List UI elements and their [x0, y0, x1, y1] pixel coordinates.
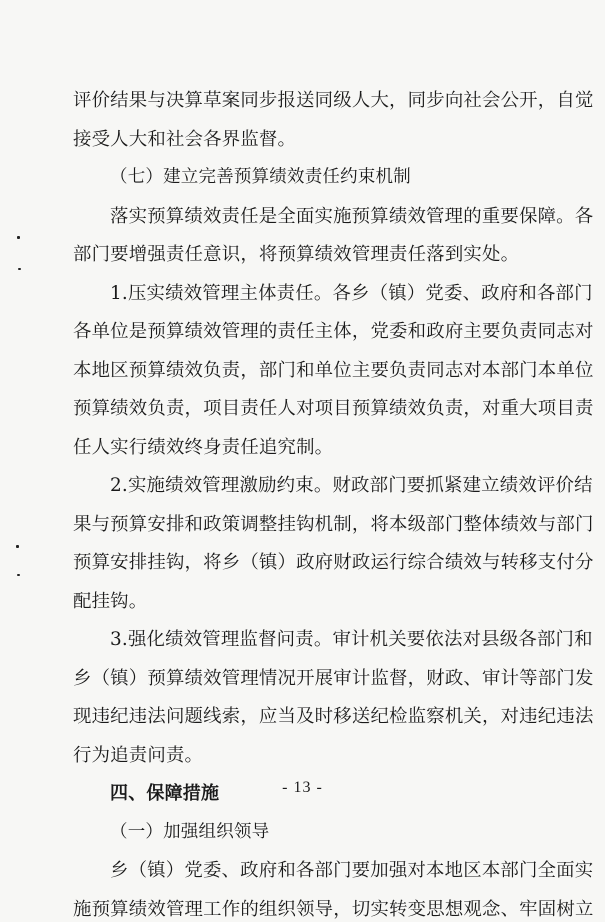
body-text-line: 部门要增强责任意识，将预算绩效管理责任落到实处。 [73, 244, 520, 265]
chapter-heading: 四、保障措施 [110, 783, 220, 804]
paragraph-start: 乡（镇）党委、政府和各部门要加强对本地区本部门全面实 [110, 860, 594, 881]
body-text-line: 行为追责问责。 [73, 744, 204, 766]
paragraph-start: 3.强化绩效管理监督问责。审计机关要依法对县级各部门和 [110, 629, 593, 650]
scan-mark [16, 545, 19, 548]
body-text-line: 接受人大和社会各界监督。 [73, 128, 297, 150]
paragraph-start: 2.实施绩效管理激励约束。财政部门要抓紧建立绩效评价结 [110, 475, 593, 496]
scan-mark [17, 236, 20, 239]
body-text-line: 任人实行绩效终身责任追究制。 [73, 436, 334, 458]
body-text-line: 评价结果与决算草案同步报送同级人大，同步向社会公开，自觉 [73, 90, 594, 111]
body-text-line: 施预算绩效管理工作的组织领导，切实转变思想观念、牢固树立 [73, 898, 594, 920]
body-text-line: 配挂钩。 [73, 590, 148, 612]
paragraph-start: 落实预算绩效责任是全面实施预算绩效管理的重要保障。各 [110, 205, 594, 227]
section-heading: （七）建立完善预算绩效责任约束机制 [110, 167, 411, 187]
page-number: - 13 - [282, 779, 323, 796]
body-text-line: 现违纪违法问题线索，应当及时移送纪检监察机关，对违纪违法 [73, 706, 594, 727]
paragraph-start: 1.压实绩效管理主体责任。各乡（镇）党委、政府和各部门 [110, 282, 593, 304]
body-text-line: 预算绩效负责，项目责任人对项目预算绩效负责，对重大项目责 [73, 398, 594, 419]
body-text-line: 本地区预算绩效负责，部门和单位主要负责同志对本部门本单位 [73, 359, 594, 381]
body-text-line: 预算安排挂钩，将乡（镇）政府财政运行综合绩效与转移支付分 [73, 552, 594, 573]
scan-mark [18, 268, 21, 270]
body-text-line: 各单位是预算绩效管理的责任主体，党委和政府主要负责同志对 [73, 321, 594, 342]
section-heading: （一）加强组织领导 [110, 821, 270, 842]
scan-mark [17, 574, 20, 576]
body-text-line: 果与预算安排和政策调整挂钩机制，将本级部门整体绩效与部门 [73, 513, 594, 535]
body-text-line: 乡（镇）预算绩效管理情况开展审计监督，财政、审计等部门发 [73, 667, 594, 689]
